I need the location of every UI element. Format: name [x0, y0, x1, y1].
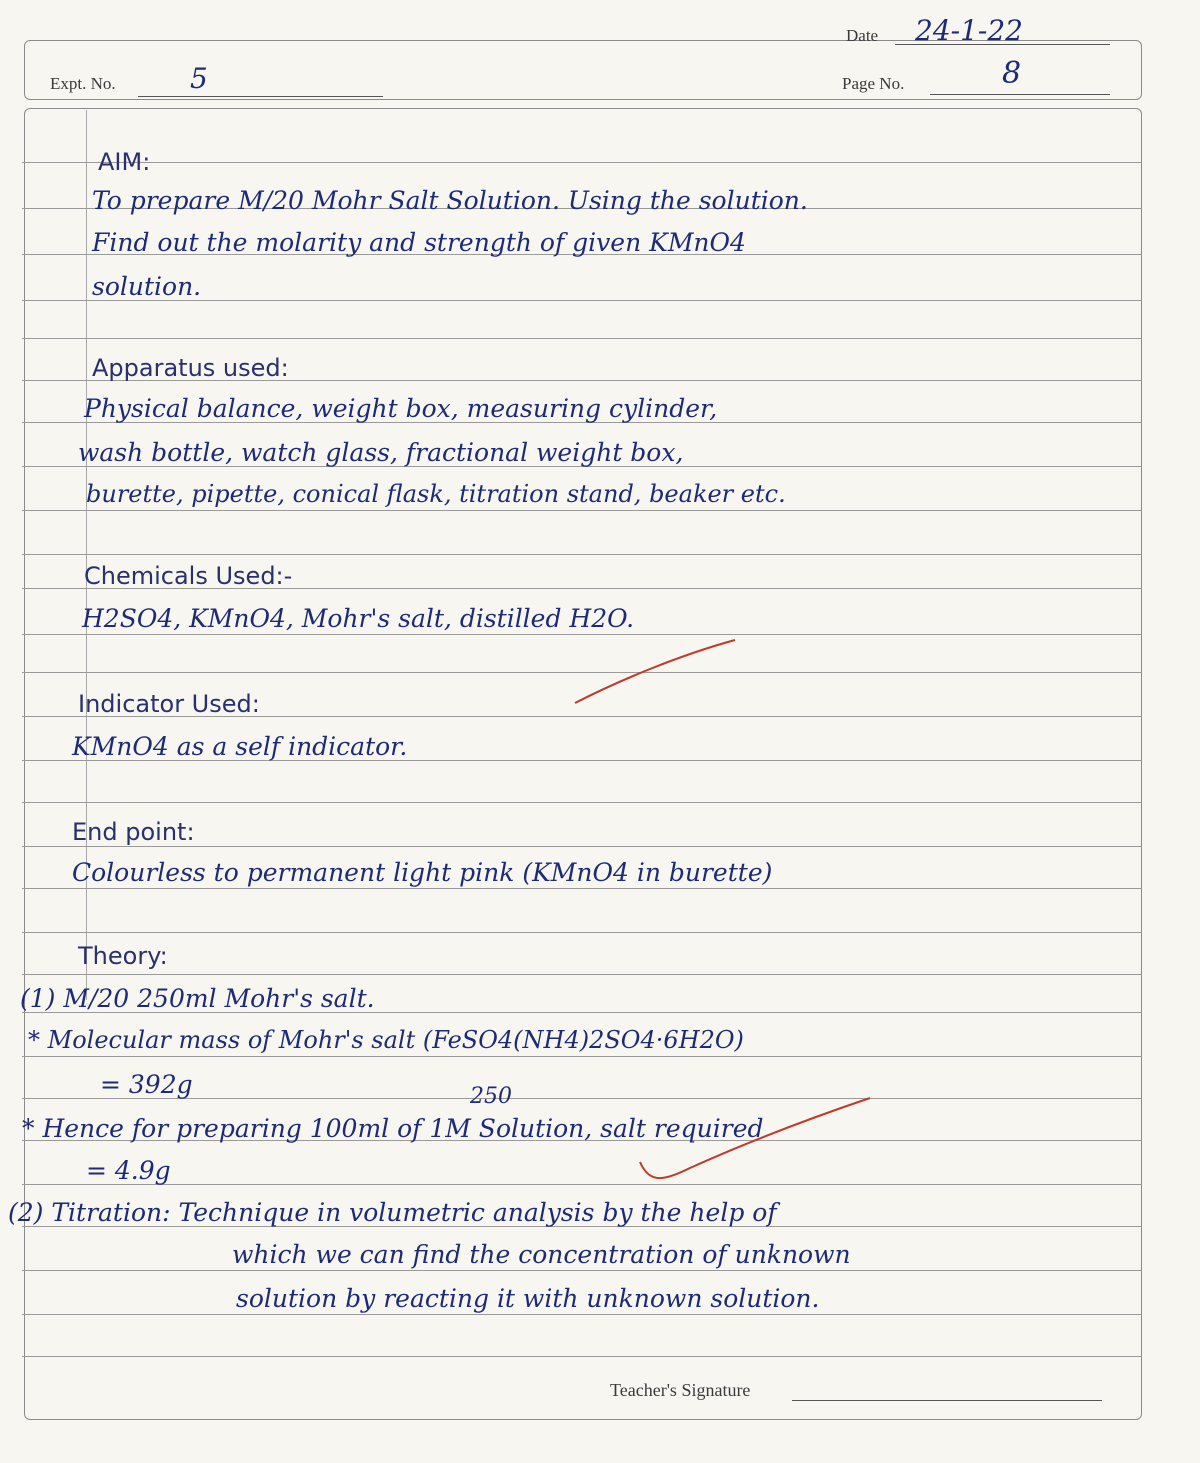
end-point-heading: End point:: [72, 818, 195, 846]
theory-correction: 250: [470, 1084, 512, 1109]
theory-item-7: which we can find the concentration of unknown: [232, 1240, 851, 1269]
end-point-line: Colourless to permanent light pink (KMnO4 in burette): [72, 858, 773, 887]
apparatus-heading: Apparatus used:: [92, 354, 289, 382]
theory-item-8: solution by reacting it with unknown solution.: [236, 1284, 820, 1313]
apparatus-line-2: wash bottle, watch glass, fractional weight box,: [78, 438, 684, 467]
theory-item-2: * Molecular mass of Mohr's salt (FeSO4(NH4)2SO4·6H2O): [28, 1026, 744, 1054]
check-mark-icon: [640, 1098, 870, 1178]
aim-line-1: To prepare M/20 Mohr Salt Solution. Using the solution.: [92, 186, 808, 215]
apparatus-line-3: burette, pipette, conical flask, titration stand, beaker etc.: [86, 480, 786, 508]
chemicals-line: H2SO4, KMnO4, Mohr's salt, distilled H2O.: [82, 604, 635, 633]
teacher-signature-label: Teacher's Signature: [610, 1380, 751, 1400]
theory-heading: Theory:: [78, 942, 168, 970]
date-label: Date: [846, 26, 879, 45]
page-label: Page No.: [842, 74, 905, 93]
theory-item-3: = 392g: [100, 1070, 193, 1099]
theory-item-6: (2) Titration: Technique in volumetric analysis by the help of: [8, 1198, 777, 1227]
theory-item-1: (1) M/20 250ml Mohr's salt.: [20, 984, 375, 1013]
signature-line: [792, 1400, 1102, 1401]
page-value: 8: [1002, 56, 1022, 91]
aim-heading: AIM:: [98, 148, 151, 176]
theory-item-4: * Hence for preparing 100ml of 1M Solution, salt required: [22, 1114, 764, 1143]
date-value: 24-1-22: [915, 14, 1023, 47]
expt-label: Expt. No.: [50, 74, 116, 93]
aim-line-2: Find out the molarity and strength of given KMnO4: [92, 228, 746, 257]
indicator-heading: Indicator Used:: [78, 690, 260, 718]
apparatus-line-1: Physical balance, weight box, measuring cylinder,: [84, 394, 718, 423]
check-mark-icon: [575, 640, 735, 703]
chemicals-heading: Chemicals Used:-: [84, 562, 293, 590]
aim-line-3: solution.: [92, 272, 202, 301]
theory-item-5: = 4.9g: [86, 1156, 171, 1185]
indicator-line: KMnO4 as a self indicator.: [72, 732, 408, 761]
expt-value: 5: [190, 62, 208, 95]
